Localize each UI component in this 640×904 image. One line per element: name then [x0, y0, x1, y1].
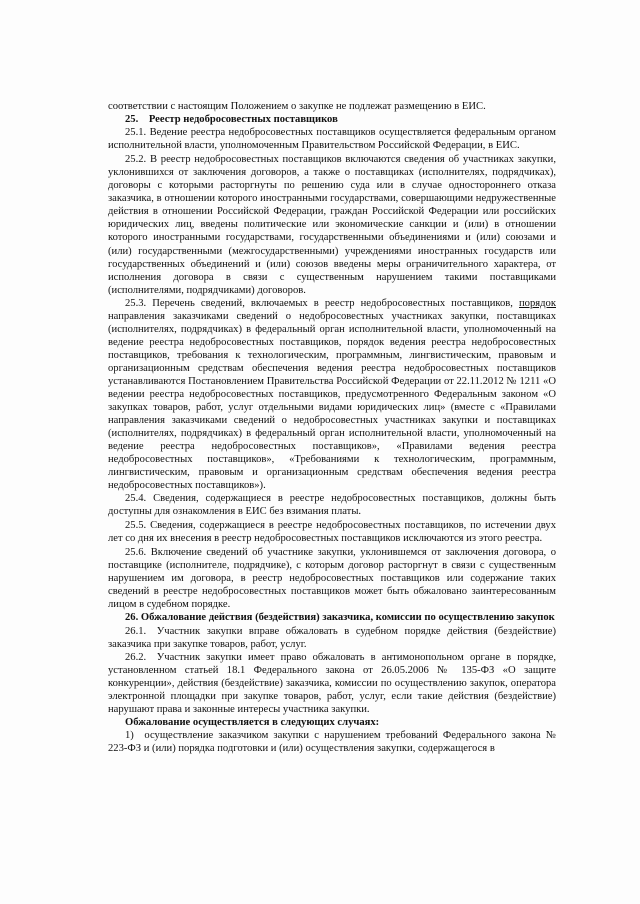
- section-heading-26: 26. Обжалование действия (бездействия) заказчика, комиссии по осуществлению закупок: [125, 611, 555, 623]
- paragraph-25-5: 25.5. Сведения, содержащиеся в реестре недобросовестных поставщиков, по истечении двух лет со дня их внесения в реестр недобросовестных поставщиков исключаются из этого реестра.: [108, 519, 556, 544]
- underlined-link-poryadok[interactable]: порядок: [519, 297, 556, 309]
- paragraph-26-1: 26.1. Участник закупки вправе обжаловать в судебном порядке действия (бездействие) заказчика при закупке товаров, работ, услуг.: [108, 625, 556, 650]
- paragraph-25-4: 25.4. Сведения, содержащиеся в реестре недобросовестных поставщиков, должны быть доступны для ознакомления в ЕИС без взимания платы.: [108, 493, 556, 518]
- paragraph-26-2: 26.2. Участник закупки имеет право обжаловать в антимонопольном органе в порядке, установленном статьей 18.1 Федерального закона от 26.05.2006 № 135-ФЗ «О защите конкуренции», действия (бездействие) заказчика, комиссии по осуществлению закупок, оператора электронной площадки при закупке товаров, работ, услуг, если такие действия (бездействие) нарушают права и законные интересы участника закупки.: [108, 651, 556, 716]
- paragraph-25-3-rest: направления заказчиками сведений о недобросовестных участниках закупки, поставщиках (исполнителях, подрядчиках) в федеральный орган исполнительной власти, уполномоченный на ведение реестра недобросовестных поставщиков, порядок ведения реестра недобросовестных поставщиков, требования к технологическим, программным, лингвистическим, правовым и организационным средствам обеспечения ведения реестра недобросовестных поставщиков устанавливаются Постановлением Правительства Российской Федерации от 22.11.2012 № 1211 «О ведении реестра недобросовестных поставщиков, предусмотренного Федеральным законом «О закупках товаров, работ, услуг отдельными видами юридических лиц» (вместе с «Правилами направления заказчиками сведений о недобросовестных участниках закупки и поставщиках (исполнителях, подрядчиках) в федеральный орган исполнительной власти, уполномоченный на ведение реестра недобросовестных поставщиков», «Правилами ведения реестра недобросовестных поставщиков», «Требованиями к технологическим, программным, лингвистическим, правовым и организационным средствам обеспечения ведения реестра недобросовестных поставщиков»).: [108, 310, 556, 492]
- cases-heading: Обжалование осуществляется в следующих случаях:: [125, 717, 380, 729]
- case-item-1: 1) осуществление заказчиком закупки с нарушением требований Федерального закона № 223-ФЗ и (или) порядка подготовки и (или) осуществления закупки, содержащегося в: [108, 730, 556, 755]
- paragraph-25-1: 25.1. Ведение реестра недобросовестных поставщиков осуществляется федеральным органом исполнительной власти, уполномоченным Правительством Российской Федерации, в ЕИС.: [108, 127, 556, 152]
- paragraph-25-3: [108, 297, 556, 493]
- paragraph-25-6: 25.6. Включение сведений об участнике закупки, уклонившемся от заключения договора, о поставщике (исполнителе, подрядчике), с которым договор расторгнут в связи с существенным нарушением им договора, в реестр недобросовестных поставщиков или содержание таких сведений в реестре недобросовестных поставщиков может быть обжаловано заинтересованным лицом в судебном порядке.: [108, 546, 556, 610]
- document-body: [108, 100, 556, 755]
- paragraph-intro: соответствии с настоящим Положением о закупке не подлежат размещению в ЕИС.: [108, 101, 486, 112]
- section-heading-25: 25. Реестр недобросовестных поставщиков: [125, 114, 338, 126]
- paragraph-25-3-start: 25.3. Перечень сведений, включаемых в реестр недобросовестных поставщиков,: [125, 297, 520, 309]
- paragraph-25-2: 25.2. В реестр недобросовестных поставщиков включаются сведения об участниках закупки, уклонившихся от заключения договоров, а также о поставщиках (исполнителях, подрядчиках), договоры с которыми расторгнуты по решению суда или в случае одностороннего отказа заказчика, в отношении которого иностранными государствами, совершающими недружественные действия в отношении Российской Федерации, граждан Российской Федерации или российских юридических лиц, введены политические или экономические санкции и (или) в отношении которого иностранными государствами, государственными объединениями и (или) союзами и (или) государственными (межгосударственными) учреждениями иностранных государств или государственных объединений и (или) союзов введены меры ограничительного характера, от исполнения договора в связи с существенным нарушением такими поставщиками (исполнителями, подрядчиками) договоров.: [108, 154, 556, 296]
